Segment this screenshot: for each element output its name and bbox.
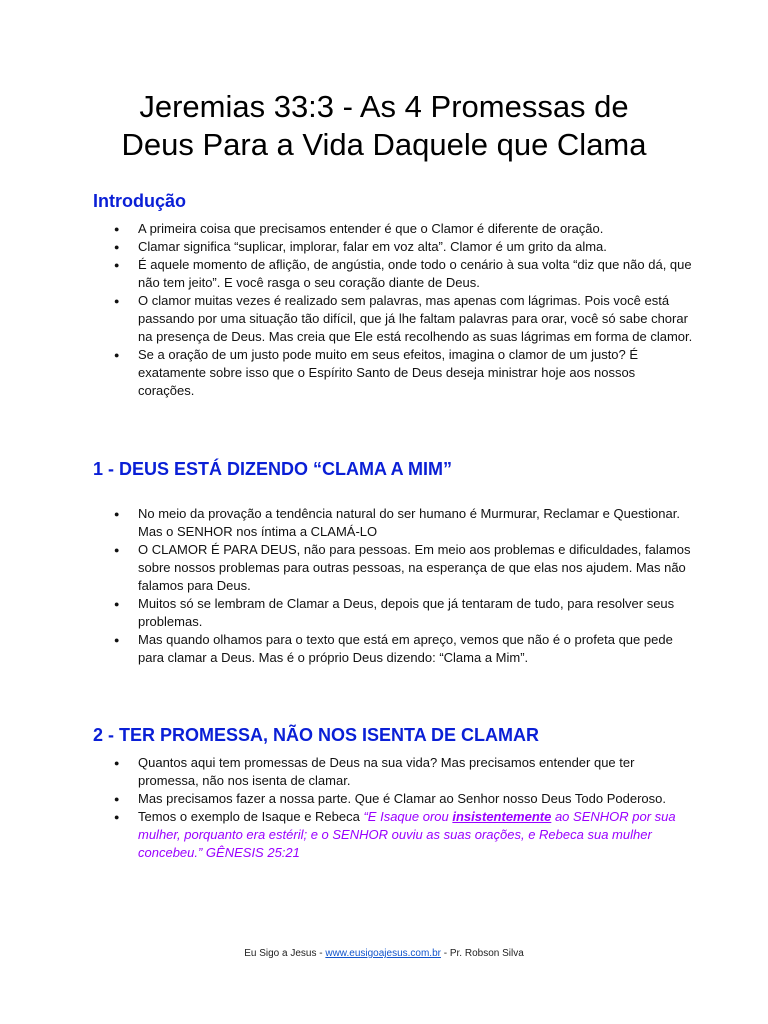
list-item: ● O clamor muitas vezes é realizado sem palavras, mas apenas com lágrimas. Pois você está passando por uma situação tão difícil, que já lhe faltam palavras para orar, você só sabe chorar na presença de Deus. Mas creia que Ele está recolhendo as suas lágrimas em forma de clamor. (93, 292, 693, 346)
list-item: ● O CLAMOR É PARA DEUS, não para pessoas. Em meio aos problemas e dificuldades, falamos sobre nossos problemas para outras pessoas, na esperança de que elas nos ajudem. Mas não falamos para Deus. (93, 541, 693, 595)
bullet-list-section-1 (93, 505, 693, 667)
list-item: ● Quantos aqui tem promessas de Deus na sua vida? Mas precisamos entender que ter promessa, não nos isenta de clamar. (93, 754, 693, 790)
list-item: ● Clamar significa “suplicar, implorar, falar em voz alta”. Clamor é um grito da alma. (93, 238, 693, 256)
page-title-line-2: Deus Para a Vida Daquele que Clama (121, 127, 647, 162)
scripture-lead-text: Temos o exemplo de Isaque e Rebeca (138, 809, 364, 824)
list-item: ● Mas quando olhamos para o texto que está em apreço, vemos que não é o profeta que pede para clamar a Deus. Mas é o próprio Deus dizendo: “Clama a Mim”. (93, 631, 693, 667)
footer-suffix: - Pr. Robson Silva (440, 948, 524, 959)
section-heading-introducao: Introdução (93, 191, 186, 211)
list-item: ● Se a oração de um justo pode muito em seus efeitos, imagina o clamor de um justo? É exatamente sobre isso que o Espírito Santo de Deus deseja ministrar hoje aos nossos corações. (93, 346, 693, 400)
list-item-scripture (93, 808, 693, 862)
list-item: ● É aquele momento de aflição, de angústia, onde todo o cenário à sua volta “diz que não dá, que não tem jeito”. E você rasga o seu coração diante de Deus. (93, 256, 693, 292)
list-item: ● No meio da provação a tendência natural do ser humano é Murmurar, Reclamar e Questionar. Mas o SENHOR nos íntima a CLAMÁ-LO (93, 505, 693, 541)
bullet-list-introducao (93, 220, 693, 400)
page-title-line-1: Jeremias 33:3 - As 4 Promessas de (139, 89, 629, 124)
page-title (60, 88, 708, 164)
list-item: ● Mas precisamos fazer a nossa parte. Que é Clamar ao Senhor nosso Deus Todo Poderoso. (93, 790, 693, 808)
page-footer (0, 947, 768, 961)
scripture-quote-end: ao SENHOR por sua mulher, porquanto era estéril; e o SENHOR ouviu as suas orações, e Rebeca sua mulher concebeu.” GÊNESIS 25:21 (138, 809, 676, 860)
scripture-quote-emphasis: insistentemente (452, 809, 552, 824)
list-item: ● A primeira coisa que precisamos entender é que o Clamor é diferente de oração. (93, 220, 693, 238)
section-heading-2: 2 - TER PROMESSA, NÃO NOS ISENTA DE CLAMAR (93, 725, 540, 745)
scripture-quote-start: “E Isaque orou (363, 809, 453, 824)
footer-prefix: Eu Sigo a Jesus - (244, 948, 326, 959)
list-item: ● Muitos só se lembram de Clamar a Deus, depois que já tentaram de tudo, para resolver seus problemas. (93, 595, 693, 631)
section-heading-1: 1 - DEUS ESTÁ DIZENDO “CLAMA A MIM” (93, 459, 452, 479)
bullet-list-section-2 (93, 754, 693, 862)
footer-website-link[interactable]: www.eusigoajesus.com.br (325, 948, 441, 959)
